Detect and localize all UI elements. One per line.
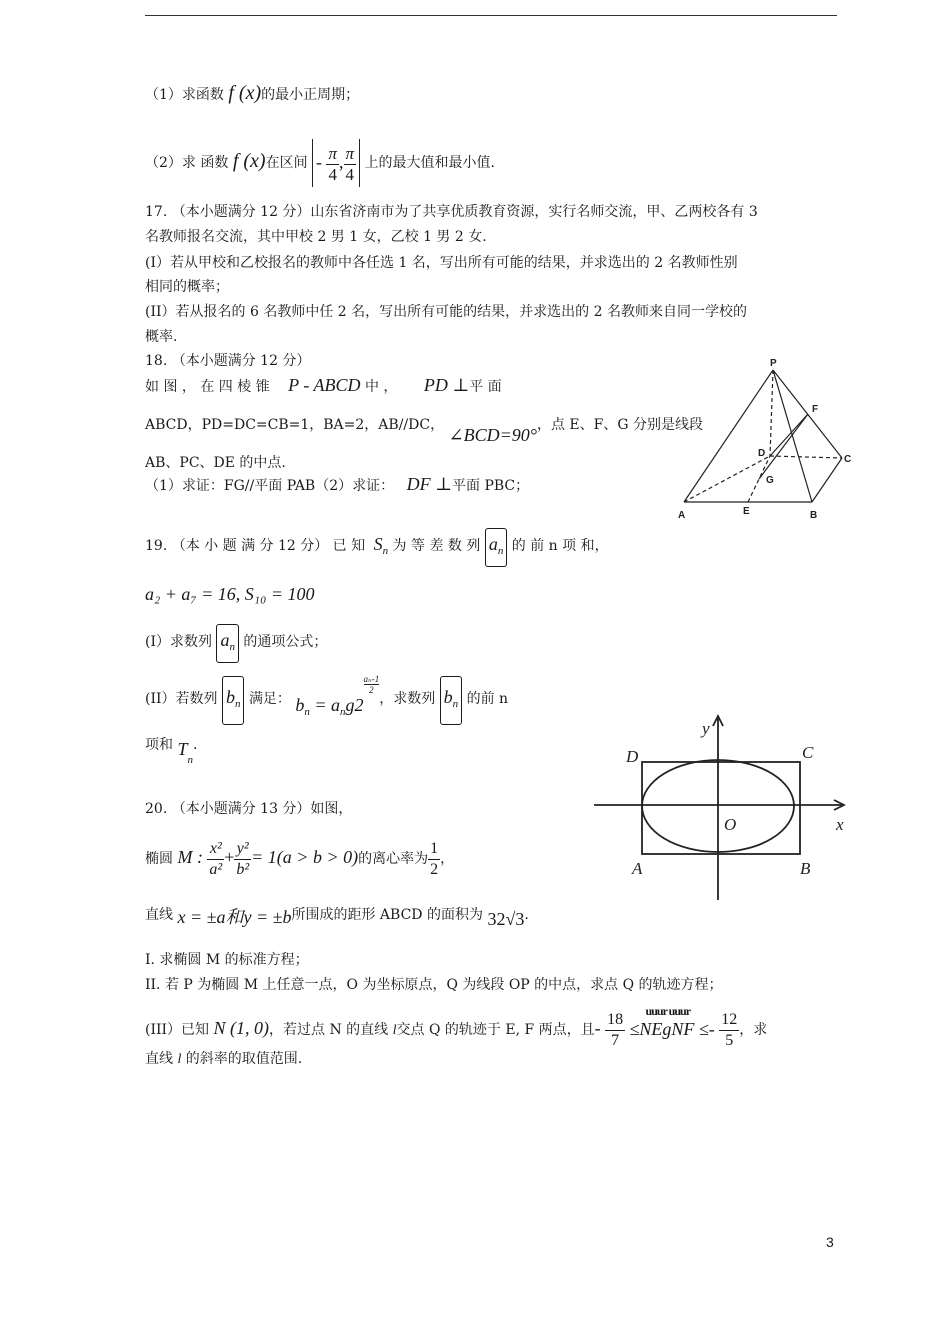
twelve-fifths: $\frac{12}{5}$ xyxy=(721,1010,738,1049)
q20-item1: I. 求椭圆 M 的标准方程； xyxy=(145,952,309,968)
pi-over-4: $\frac{\pi}{4}$ xyxy=(345,143,355,184)
f-of-x: f (x) xyxy=(228,82,262,104)
eighteen-sevenths: $\frac{18}{7}$ xyxy=(607,1010,624,1049)
label-E: E xyxy=(743,506,750,517)
label-D: D xyxy=(758,448,766,459)
header-rule xyxy=(145,15,837,16)
q18-line5: （1）求证：FG//平面 PAB（2）求证： DF ⊥平面 PBC； xyxy=(145,474,530,494)
q19-part2: (II）若数列 $b_n$ 满足： $b_n = a_ng2$ $^{\frac{\text{aₙ-1}}{2}}$ ，求数列 $b_n$ 的前 n xyxy=(145,676,508,725)
q17-line6: 概率. xyxy=(145,329,178,345)
q20-item3: (III）已知 N (1, 0)，若过点 N 的直线 l交点 Q 的轨迹于 E, F 两点，且- $\frac{18}{7}$ uuur uuur ≤NEgNF ≤- $\frac{12}{5}$ ，求 xyxy=(145,1000,767,1059)
edge-BC xyxy=(812,458,842,502)
edge-PB xyxy=(773,370,812,502)
label-x: x xyxy=(836,815,844,834)
bn-formula: $b_n = a_ng2$ $^{\frac{\text{aₙ-1}}{2}}$ xyxy=(295,674,380,718)
edge-AD xyxy=(684,456,770,502)
q20-title: 20. （本小题满分 13 分）如图， xyxy=(145,801,353,817)
page-number: 3 xyxy=(826,1234,834,1250)
q19-part1: (I）求数列 $a_n$ 的通项公式； xyxy=(145,624,327,663)
label-O: O xyxy=(724,815,737,834)
ellipse-figure xyxy=(592,712,857,904)
label-B: B xyxy=(810,510,818,521)
label-A: A xyxy=(678,510,686,521)
edge-DC xyxy=(770,456,842,458)
label-C: C xyxy=(844,454,852,465)
q19-part3: 项和 $T_n$. xyxy=(145,737,198,766)
q19-line1: 19. （本 小 题 满 分 12 分） 已 知 $S_n$ 为 等 差 数 列 $a_n$ 的 前 n 项 和， xyxy=(145,528,609,567)
q17-line4: 相同的概率； xyxy=(145,279,229,295)
q18-line3: ABCD，PD=DC=CB=1，BA=2，AB//DC， ∠BCD=90°，点 E、F、G 分别是线段 xyxy=(145,417,704,445)
y2-over-b2: $\frac{\text{y²}}{\text{b²}}$ xyxy=(236,839,250,878)
label-C: C xyxy=(802,743,814,762)
q20-item4: 直线 l 的斜率的取值范围. xyxy=(145,1051,303,1067)
q18-title: 18. （本小题满分 12 分） xyxy=(145,353,311,369)
label-y: y xyxy=(702,719,710,738)
q16-part1: （1）求函数 f (x)的最小正周期； xyxy=(145,82,360,104)
label-F: F xyxy=(812,404,819,415)
q17-line3: (I）若从甲校和乙校报名的教师中各任选 1 名，写出所有可能的结果，并求选出的 2 名教师性别 xyxy=(145,255,738,271)
one-half: $\frac{1}{2}$ xyxy=(430,839,439,878)
label-A: A xyxy=(632,859,643,878)
q19-equation: a₂ + a₇ = 16, S₁₀ = 100 xyxy=(145,584,315,604)
segment-FG xyxy=(759,414,808,479)
segment-DF xyxy=(770,414,808,456)
q20-line3: 直线 x = ±a和y = ±b所围成的距形 ABCD 的面积为 32√3. xyxy=(145,907,529,929)
edge-PA xyxy=(684,370,773,502)
edge-PD xyxy=(770,370,773,456)
q17-line5: (II）若从报名的 6 名教师中任 2 名，写出所有可能的结果，并求选出的 2 名教师来自同一学校的 xyxy=(145,304,747,320)
q20-item2: II. 若 P 为椭圆 M 上任意一点，O 为坐标原点，Q 为线段 OP 的中点，求点 Q 的轨迹方程； xyxy=(145,977,723,993)
neg-pi-over-4: $\frac{\pi}{4}$ xyxy=(328,143,338,184)
label-D: D xyxy=(626,747,639,766)
q16-part2: （2）求 函数 f (x)在区间 - $\frac{\pi}{4}$ , $\frac{\pi}{4}$ 上的最大值和最小值. xyxy=(145,138,495,187)
interval-bracket: - $\frac{\pi}{4}$ , $\frac{\pi}{4}$ xyxy=(312,139,360,187)
pyramid-figure xyxy=(670,352,855,532)
seq-a: $a_n$ xyxy=(485,528,508,567)
q20-line2: 椭圆 M : $\frac{\text{x²}}{\text{a²}}$ + $\frac{\text{y²}}{\text{b²}}$ = 1(a > b > 0)的离心率为 $\frac{1}{2}$ ， xyxy=(145,839,455,878)
label-P: P xyxy=(770,358,777,369)
vector-dot-product: uuur uuur ≤NEgNF ≤- xyxy=(629,1004,715,1039)
label-B: B xyxy=(800,859,811,878)
q17-line2: 名教师报名交流，其中甲校 2 男 1 女，乙校 1 男 2 女. xyxy=(145,229,487,245)
q18-line2: 如 图 ， 在 四 棱 锥 P - ABCD 中 ， PD ⊥平 面 xyxy=(145,375,502,395)
x2-over-a2: $\frac{\text{x²}}{\text{a²}}$ xyxy=(209,839,223,878)
label-G: G xyxy=(766,475,774,486)
q18-line4: AB、PC、DE 的中点. xyxy=(145,455,286,471)
q17-line1: 17. （本小题满分 12 分）山东省济南市为了共享优质教育资源，实行名师交流，甲、乙两校各有 3 xyxy=(145,204,758,220)
